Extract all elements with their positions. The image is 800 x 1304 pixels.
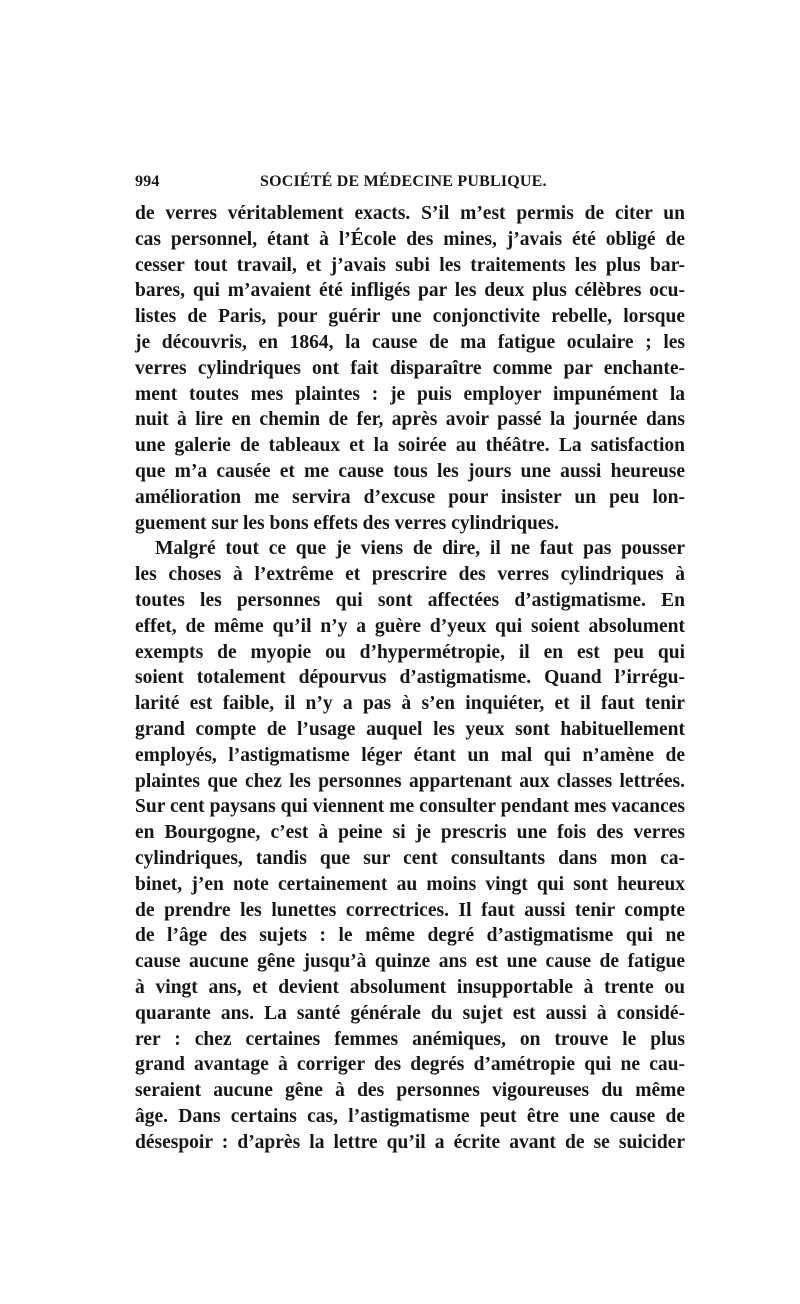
text-line: de verres véritablement exacts. S’il m’est permis de citer un [135, 203, 685, 224]
text-line: cas personnel, étant à l’École des mines, j’avais été obligé de [135, 228, 685, 250]
text-line: de prendre les lunettes correctrices. Il faut aussi tenir compte [135, 899, 685, 921]
text-line: à vingt ans, et devient absolument insupportable à trente ou [135, 976, 685, 998]
paragraph-2 [135, 536, 685, 1155]
text-line: en Bourgogne, c’est à peine si je prescris une fois des verres [135, 822, 685, 844]
text-line: les choses à l’extrême et prescrire des verres cylindriques à [135, 564, 685, 586]
text-line: grand avantage à corriger des degrés d’amétropie qui ne cau- [135, 1054, 685, 1076]
text-line: désespoir : d’après la lettre qu’il a écrite avant de se suicider [135, 1131, 685, 1153]
text-line: une galerie de tableaux et la soirée au théâtre. La satisfaction [135, 435, 685, 457]
running-head [135, 173, 685, 197]
text-line: soient totalement dépourvus d’astigmatisme. Quand l’irrégu- [135, 667, 685, 689]
text-line: grand compte de l’usage auquel les yeux sont habituellement [135, 718, 685, 740]
text-line: rer : chez certaines femmes anémiques, on trouve le plus [135, 1028, 685, 1050]
text-line: que m’a causée et me cause tous les jours une aussi heureuse [135, 460, 685, 482]
text-line: nuit à lire en chemin de fer, après avoir passé la journée dans [135, 409, 685, 431]
text-line: exempts de myopie ou d’hypermétropie, il en est peu qui [135, 641, 685, 663]
text-line: plaintes que chez les personnes appartenant aux classes lettrées. [135, 770, 685, 792]
text-line: cesser tout travail, et j’avais subi les traitements les plus bar- [135, 254, 685, 276]
text-line: binet, j’en note certainement au moins vingt qui sont heureux [135, 873, 685, 895]
paragraph-1 [135, 201, 685, 536]
text-line: larité est faible, il n’y a pas à s’en inquiéter, et il faut tenir [135, 693, 685, 715]
text-line: bares, qui m’avaient été infligés par les deux plus célèbres ocu- [135, 280, 685, 302]
body-text [135, 201, 685, 1155]
text-line: quarante ans. La santé générale du sujet est aussi à considé- [135, 1002, 685, 1024]
text-line: toutes les personnes qui sont affectées d’astigmatisme. En [135, 589, 685, 611]
text-line: âge. Dans certains cas, l’astigmatisme peut être une cause de [135, 1105, 685, 1127]
text-line: Sur cent paysans qui viennent me consulter pendant mes vacances [135, 796, 685, 818]
text-line: cylindriques, tandis que sur cent consultants dans mon ca- [135, 847, 685, 869]
running-title: SOCIÉTÉ DE MÉDECINE PUBLIQUE. [260, 173, 547, 190]
text-line: de l’âge des sujets : le même degré d’astigmatisme qui ne [135, 925, 685, 947]
text-line: ment toutes mes plaintes : je puis employer impunément la [135, 383, 685, 405]
text-line: guement sur les bons effets des verres cylindriques. [135, 512, 559, 534]
text-line: seraient aucune gêne à des personnes vigoureuses du même [135, 1080, 685, 1102]
text-line: effet, de même qu’il n’y a guère d’yeux qui soient absolument [135, 615, 685, 637]
text-line: listes de Paris, pour guérir une conjonctivite rebelle, lorsque [135, 306, 685, 328]
text-line: je découvris, en 1864, la cause de ma fatigue oculaire ; les [135, 331, 685, 353]
text-line: Malgré tout ce que je viens de dire, il ne faut pas pousser [155, 538, 685, 560]
text-line: employés, l’astigmatisme léger étant un mal qui n’amène de [135, 744, 685, 766]
text-line: amélioration me servira d’excuse pour insister un peu lon- [135, 486, 685, 508]
page-number: 994 [135, 173, 160, 190]
text-line: cause aucune gêne jusqu’à quinze ans est une cause de fatigue [135, 951, 685, 973]
text-line: verres cylindriques ont fait disparaître comme par enchante- [135, 357, 685, 379]
